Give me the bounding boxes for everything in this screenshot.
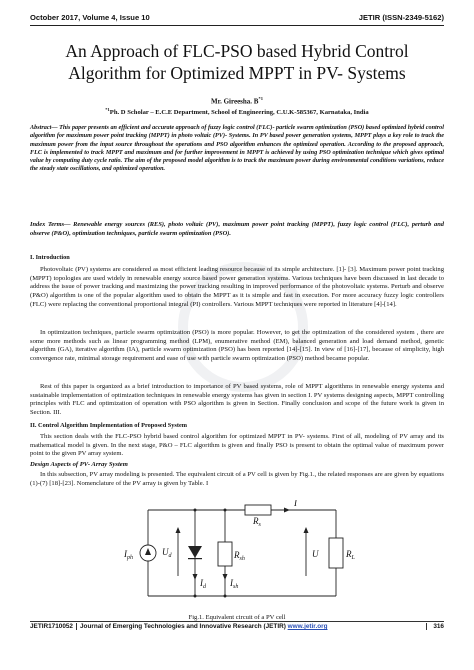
output-current-arrowhead (284, 508, 290, 513)
author-name: Mr. Gireesha. B (211, 97, 259, 106)
label-u: U (312, 549, 319, 559)
label-ud: $U_d$ (162, 547, 172, 559)
figure-caption: Fig.1. Equivalent circuit of a PV cell (188, 614, 286, 621)
footer-journal (80, 623, 328, 630)
section-1-paragraph-2: In optimization techniques, particle swarm optimization (PSO) is more popular. However, to get the optimization of the considered system , there are some more methods such as linear programming method (LPM), enumerative method (EM), balanced generation and load demand method, genetic algorithm (GA), iterative algorithm (IA), particle swarm optimization (PSO) has been reported [14]-[15]. In view of [16]-[17], because of simplicity, high convergence rate, minimal storage requirement and ease of use with particle swarm optimization (PSO) method became popular. (30, 329, 444, 363)
header-issn: JETIR (ISSN-2349-5162) (358, 13, 444, 22)
affiliation-text: Ph. D Scholar – E.C.E Department, School of Engineering, C.U.K-585367, Karnataka, India (109, 109, 369, 117)
section-2-paragraph-2: In this subsection, PV array modeling is presented. The equivalent circuit of a PV cell is given by Fig.1., the related responses are are given by equations (1)-(7) [18]-[23]. Nomenclature of the PV array is given by Table. I (30, 471, 444, 487)
node-3 (194, 595, 197, 598)
affiliation-line (30, 107, 444, 116)
page-footer (30, 622, 444, 634)
section-1-heading: I. Introduction (30, 254, 70, 261)
abstract-label: Abstract— (30, 124, 58, 131)
footer-journal-name: Journal of Emerging Technologies and Innovative Research (JETIR) (80, 623, 288, 630)
index-terms (30, 221, 444, 238)
label-ish: $I_{sh}$ (230, 578, 239, 590)
subsection-heading: Design Aspects of PV- Array System (30, 461, 128, 468)
diode-voltage-arrowhead (176, 527, 181, 533)
label-i: I (294, 500, 297, 508)
header-issue: October 2017, Volume 4, Issue 10 (30, 13, 150, 22)
author-sup: *1 (258, 96, 263, 101)
diode-current-arrowhead (193, 574, 198, 580)
section-1-paragraph-1: Photovoltaic (PV) systems are considered as most efficient leading resource because of its simple architecture. [1]- [3]. Maximum power point tracking (MPPT) topologies are used widely in renewable energy source based power generation systems. Various techniques have been discussed in last decade to address the issue of power tracking and maximizing the power tracking resulting in improved performance of the photovoltaic systems. Perturb and observe (P&O) algorithm is one of the popular algorithm used to obtain the MPPT as it is simple and fast in execution. For more accuracy fuzzy logic controllers (FLC) were replacing the conventional proportional integral (PI) controllers. Various MPPT techniques were reported in literature [4]-[14]. (30, 266, 444, 308)
diode-symbol (188, 546, 202, 558)
section-2-heading: II. Control Algorithm Implementation of Proposed System (30, 422, 188, 429)
node-1 (194, 509, 197, 512)
running-header (30, 13, 444, 25)
node-2 (224, 509, 227, 512)
label-rl: $R_L$ (346, 549, 355, 561)
shunt-resistor-symbol (218, 542, 232, 566)
label-rs: $R_s$ (253, 516, 261, 528)
label-iph: $I_{ph}$ (124, 549, 133, 561)
load-resistor-symbol (329, 538, 343, 568)
affiliation-sup: *1 (105, 107, 110, 112)
label-rsh: $R_{sh}$ (234, 550, 245, 562)
header-rule (30, 25, 444, 26)
title-line-1: An Approach of FLC-PSO based Hybrid Control (65, 41, 409, 61)
title-line-2: Algorithm for Optimized MPPT in PV- Systems (68, 63, 406, 83)
abstract (30, 124, 444, 174)
label-id: $I_d$ (200, 578, 206, 590)
section-1-paragraph-3: Rest of this paper is organized as a brief introduction to importance of PV based systems, role of MPPT algorithms in renewable energy systems and sustainable implementation of optimization techniques in renewable energy systems has given in section I. PV systems designing aspects, MPPT controlling principles with FLC and optimization of operation with PSO algorithm is given in Section. Finally conclusion and scope of the future work is given in Section. III. (30, 383, 444, 417)
footer-page-number: 316 (426, 623, 444, 630)
index-terms-label: Index Terms— (30, 221, 71, 228)
index-terms-text: Renewable energy sources (RES), photo voltaic (PV), maximum power point tracking (MPPT), fuzzy logic control (FLC), perturb and observe (P&O), optimization techniques, particle swarm optimization (PSO). (30, 221, 444, 237)
series-resistor-symbol (245, 505, 271, 515)
author-line (30, 96, 444, 105)
section-2-paragraph-1: This section deals with the FLC-PSO hybrid based control algorithm for optimized MPPT in PV- systems. First of all, modeling of PV array and its mathematical model is given. In the next stage, P&O – FLC algorithm is given and finally PSO is present to obtain the optimal value of maximum power point to the given PV array system. (30, 433, 444, 458)
diode-bar (188, 558, 202, 559)
shunt-current-arrowhead (223, 574, 228, 580)
node-4 (224, 595, 227, 598)
footer-paper-id: JETIR1710052 (30, 623, 77, 630)
abstract-text: This paper presents an efficient and accurate approach of fuzzy logic control (FLC)- particle swarm optimization (PSO) based optimized hybrid control algorithm for maximum power point tracking (MPPT) in photo voltaic (PV)- Systems. In PV based power generation systems, MPPT plays a key role to track the maximum power from the input source throughout the operations and PSO algorithm enhances the optimized operation. According to the proposed approach, FLC is implemented to track MPPT and maximum and for further improvement in MPPT is achieved by using PSO optimization technique which gives optimal value by computing duty cycle ratio. The aim of the proposed model algorithm is to track the maximum power during environmental conditions variations, reduce the steady state oscillations, and optimized operation. (30, 124, 444, 173)
output-voltage-arrowhead (304, 527, 309, 533)
footer-url-link[interactable]: www.jetir.org (287, 623, 328, 630)
pv-cell-equivalent-circuit (120, 500, 360, 605)
paper-title (30, 40, 444, 84)
